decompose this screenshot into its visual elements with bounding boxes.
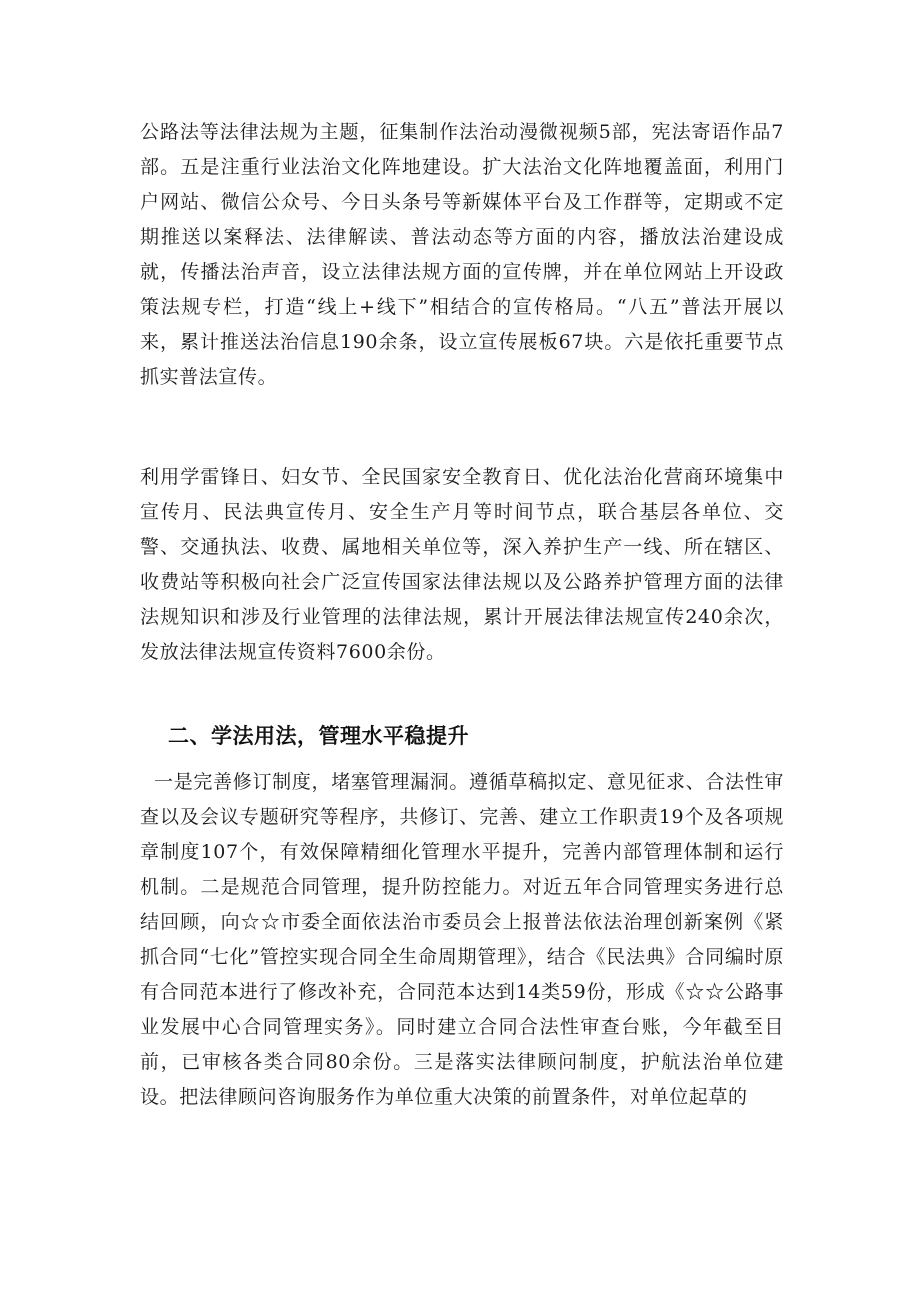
section-heading: 二、学法用法，管理水平稳提升 [168,724,469,748]
body-paragraph-2: 利用学雷锋日、妇女节、全民国家安全教育日、优化法治化营商环境集中宣传月、民法典宣传月、安全生产月等时间节点，联合基层各单位、交警、交通执法、收费、属地相关单位等，深入养护生产一线、所在辖区、收费站等积极向社会广泛宣传国家法律法规以及公路养护管理方面的法律法规知识和涉及行业管理的法律法规，累计开展法律法规宣传240余次，发放法律法规宣传资料7600余份。 [140,466,784,663]
section-paragraph: 一是完善修订制度，堵塞管理漏洞。遵循草稿拟定、意见征求、合法性审查以及会议专题研究等程序，共修订、完善、建立工作职责19个及各项规章制度107个，有效保障精细化管理水平提升，完善内部管理体制和运行机制。二是规范合同管理，提升防控能力。对近五年合同管理实务进行总结回顾，向☆☆市委全面依法治市委员会上报普法依法治理创新案例《紧抓合同“七化”管控实现合同全生命周期管理》，结合《民法典》合同编时原有合同范本进行了修改补充，合同范本达到14类59份，形成《☆☆公路事业发展中心合同管理实务》。同时建立合同合法性审查台账，今年截至目前，已审核各类合同80余份。三是落实法律顾问制度，护航法治单位建设。把法律顾问咨询服务作为单位重大决策的前置条件，对单位起草的 [140,771,784,1108]
body-paragraph-1: 公路法等法律法规为主题，征集制作法治动漫微视频5部，宪法寄语作品7部。五是注重行业法治文化阵地建设。扩大法治文化阵地覆盖面，利用门户网站、微信公众号、今日头条号等新媒体平台及工作群等，定期或不定期推送以案释法、法律解读、普法动态等方面的内容，播放法治建设成就，传播法治声音，设立法律法规方面的宣传牌，并在单位网站上开设政策法规专栏，打造“线上+线下”相结合的宣传格局。“八五”普法开展以来，累计推送法治信息190余条，设立宣传展板67块。六是依托重要节点抓实普法宣传。 [140,121,784,388]
